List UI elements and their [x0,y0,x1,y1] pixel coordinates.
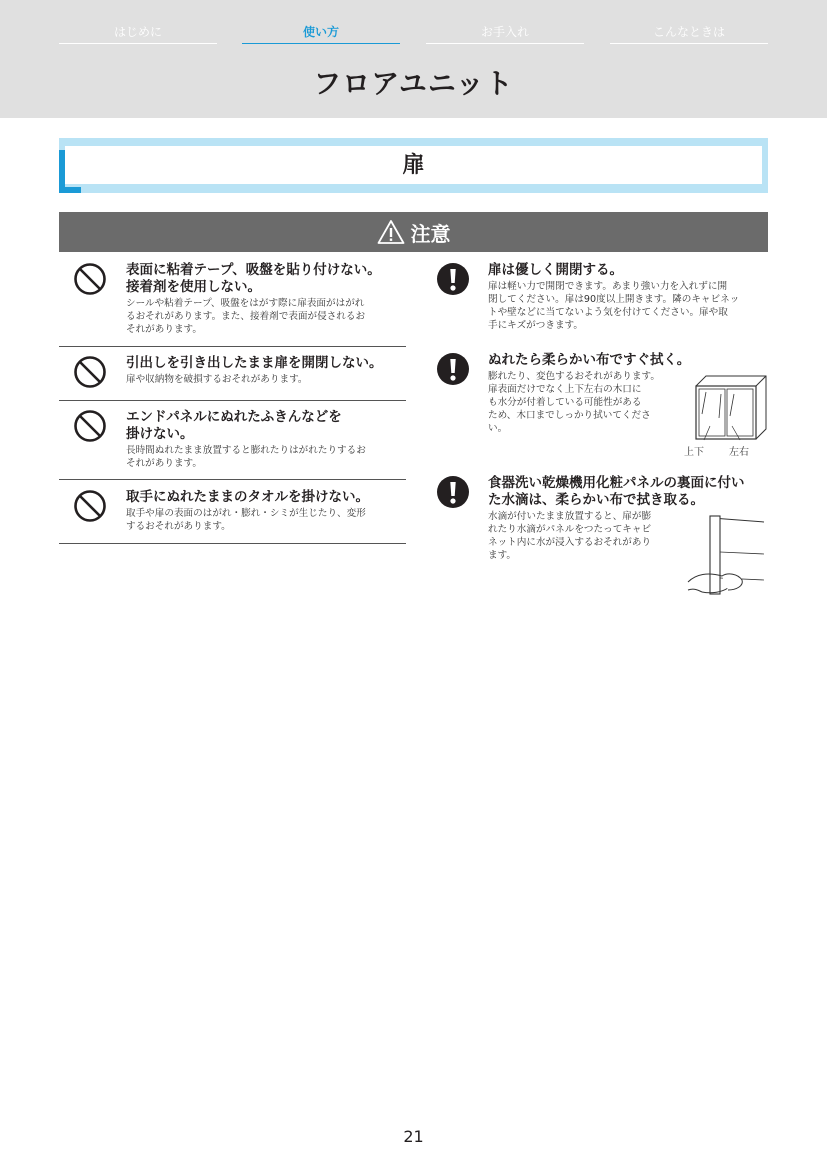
item-body: ます。 [488,550,517,561]
instruction-item [436,262,768,337]
item-title: た水滴は、柔らかい布で拭き取る。 [488,492,704,508]
item-title: 掛けない。 [126,426,194,442]
tab-care[interactable]: お手入れ [426,22,584,44]
divider [59,346,406,347]
section-title: 扉 [402,153,425,178]
prohibition-item [73,409,406,474]
mandatory-icon [436,262,470,296]
caution-label: 注意 [410,221,451,246]
item-body: 手にキズがつきます。 [488,320,583,331]
item-title: 食器洗い乾燥機用化粧パネルの裏面に付い [488,475,745,491]
item-body: も水分が付着している可能性がある [488,397,642,408]
caution-bar [59,212,768,252]
item-body: するおそれがあります。 [126,521,231,532]
cabinet-door-illustration [684,374,768,450]
item-body: れたり水滴がパネルをつたってキャビ [488,524,652,535]
item-title: ぬれたら柔らかい布ですぐ拭く。 [488,352,691,368]
mandatory-icon [436,352,470,386]
tab-troubleshooting[interactable]: こんなときは [610,22,768,44]
prohibition-icon [73,262,107,296]
item-body: それがあります。 [126,458,202,469]
item-body: ネット内に水が浸入するおそれがあり [488,537,652,548]
wiping-panel-illustration [686,512,766,602]
item-body: トや壁などに当てないよう気を付けてください。扉や取 [488,307,728,318]
tab-introduction[interactable]: はじめに [59,22,217,44]
item-body: 閉してください。扉は90度以上開きます。隣のキャビネッ [488,294,740,305]
tab-usage[interactable]: 使い方 [242,22,400,44]
item-body: 取手や扉の表面のはがれ・膨れ・シミが生じたり、変形 [126,508,366,519]
prohibition-icon [73,489,107,523]
item-body: 扉表面だけでなく上下左右の木口に [488,384,642,395]
item-body: 扉は軽い力で開閉できます。あまり強い力を入れずに開 [488,281,728,292]
figure-label-top-bottom: 上下 [684,447,704,458]
divider [59,479,406,480]
prohibition-item [73,489,406,539]
item-body: ため、木口までしっかり拭いてくださ [488,410,651,421]
item-body: 長時間ぬれたまま放置すると膨れたりはがれたりするお [126,445,366,456]
figure-label-left-right: 左右 [729,447,749,458]
item-body: それがあります。 [126,324,202,335]
item-body: 膨れたり、変色するおそれがあります。 [488,371,660,382]
item-title: 扉は優しく開閉する。 [488,262,623,278]
item-title: 表面に粘着テープ、吸盤を貼り付けない。 [126,262,381,278]
section-heading [59,138,768,193]
chapter-nav [0,0,827,50]
item-body: シールや粘着テープ、吸盤をはがす際に扉表面がはがれ [126,298,365,309]
prohibition-icon [73,409,107,443]
warning-triangle-icon [377,219,405,245]
item-body: 水滴が付いたまま放置すると、扉が膨 [488,511,652,522]
item-title: 引出しを引き出したまま扉を開閉しない。 [126,355,383,371]
item-body: 扉や収納物を破損するおそれがあります。 [126,374,308,385]
item-title: 接着剤を使用しない。 [126,279,261,295]
page-title: フロアユニット [313,67,514,100]
mandatory-icon [436,475,470,509]
item-body: い。 [488,423,508,434]
divider [59,400,406,401]
item-body: るおそれがあります。また、接着剤で表面が侵されるお [126,311,366,322]
item-title: 取手にぬれたままのタオルを掛けない。 [126,489,369,505]
item-title: エンドパネルにぬれたふきんなどを [126,409,342,425]
divider [59,543,406,544]
page-header [0,0,827,118]
prohibition-icon [73,355,107,389]
prohibition-item [73,355,406,395]
page-number: 21 [403,1127,424,1146]
prohibition-item [73,262,406,342]
